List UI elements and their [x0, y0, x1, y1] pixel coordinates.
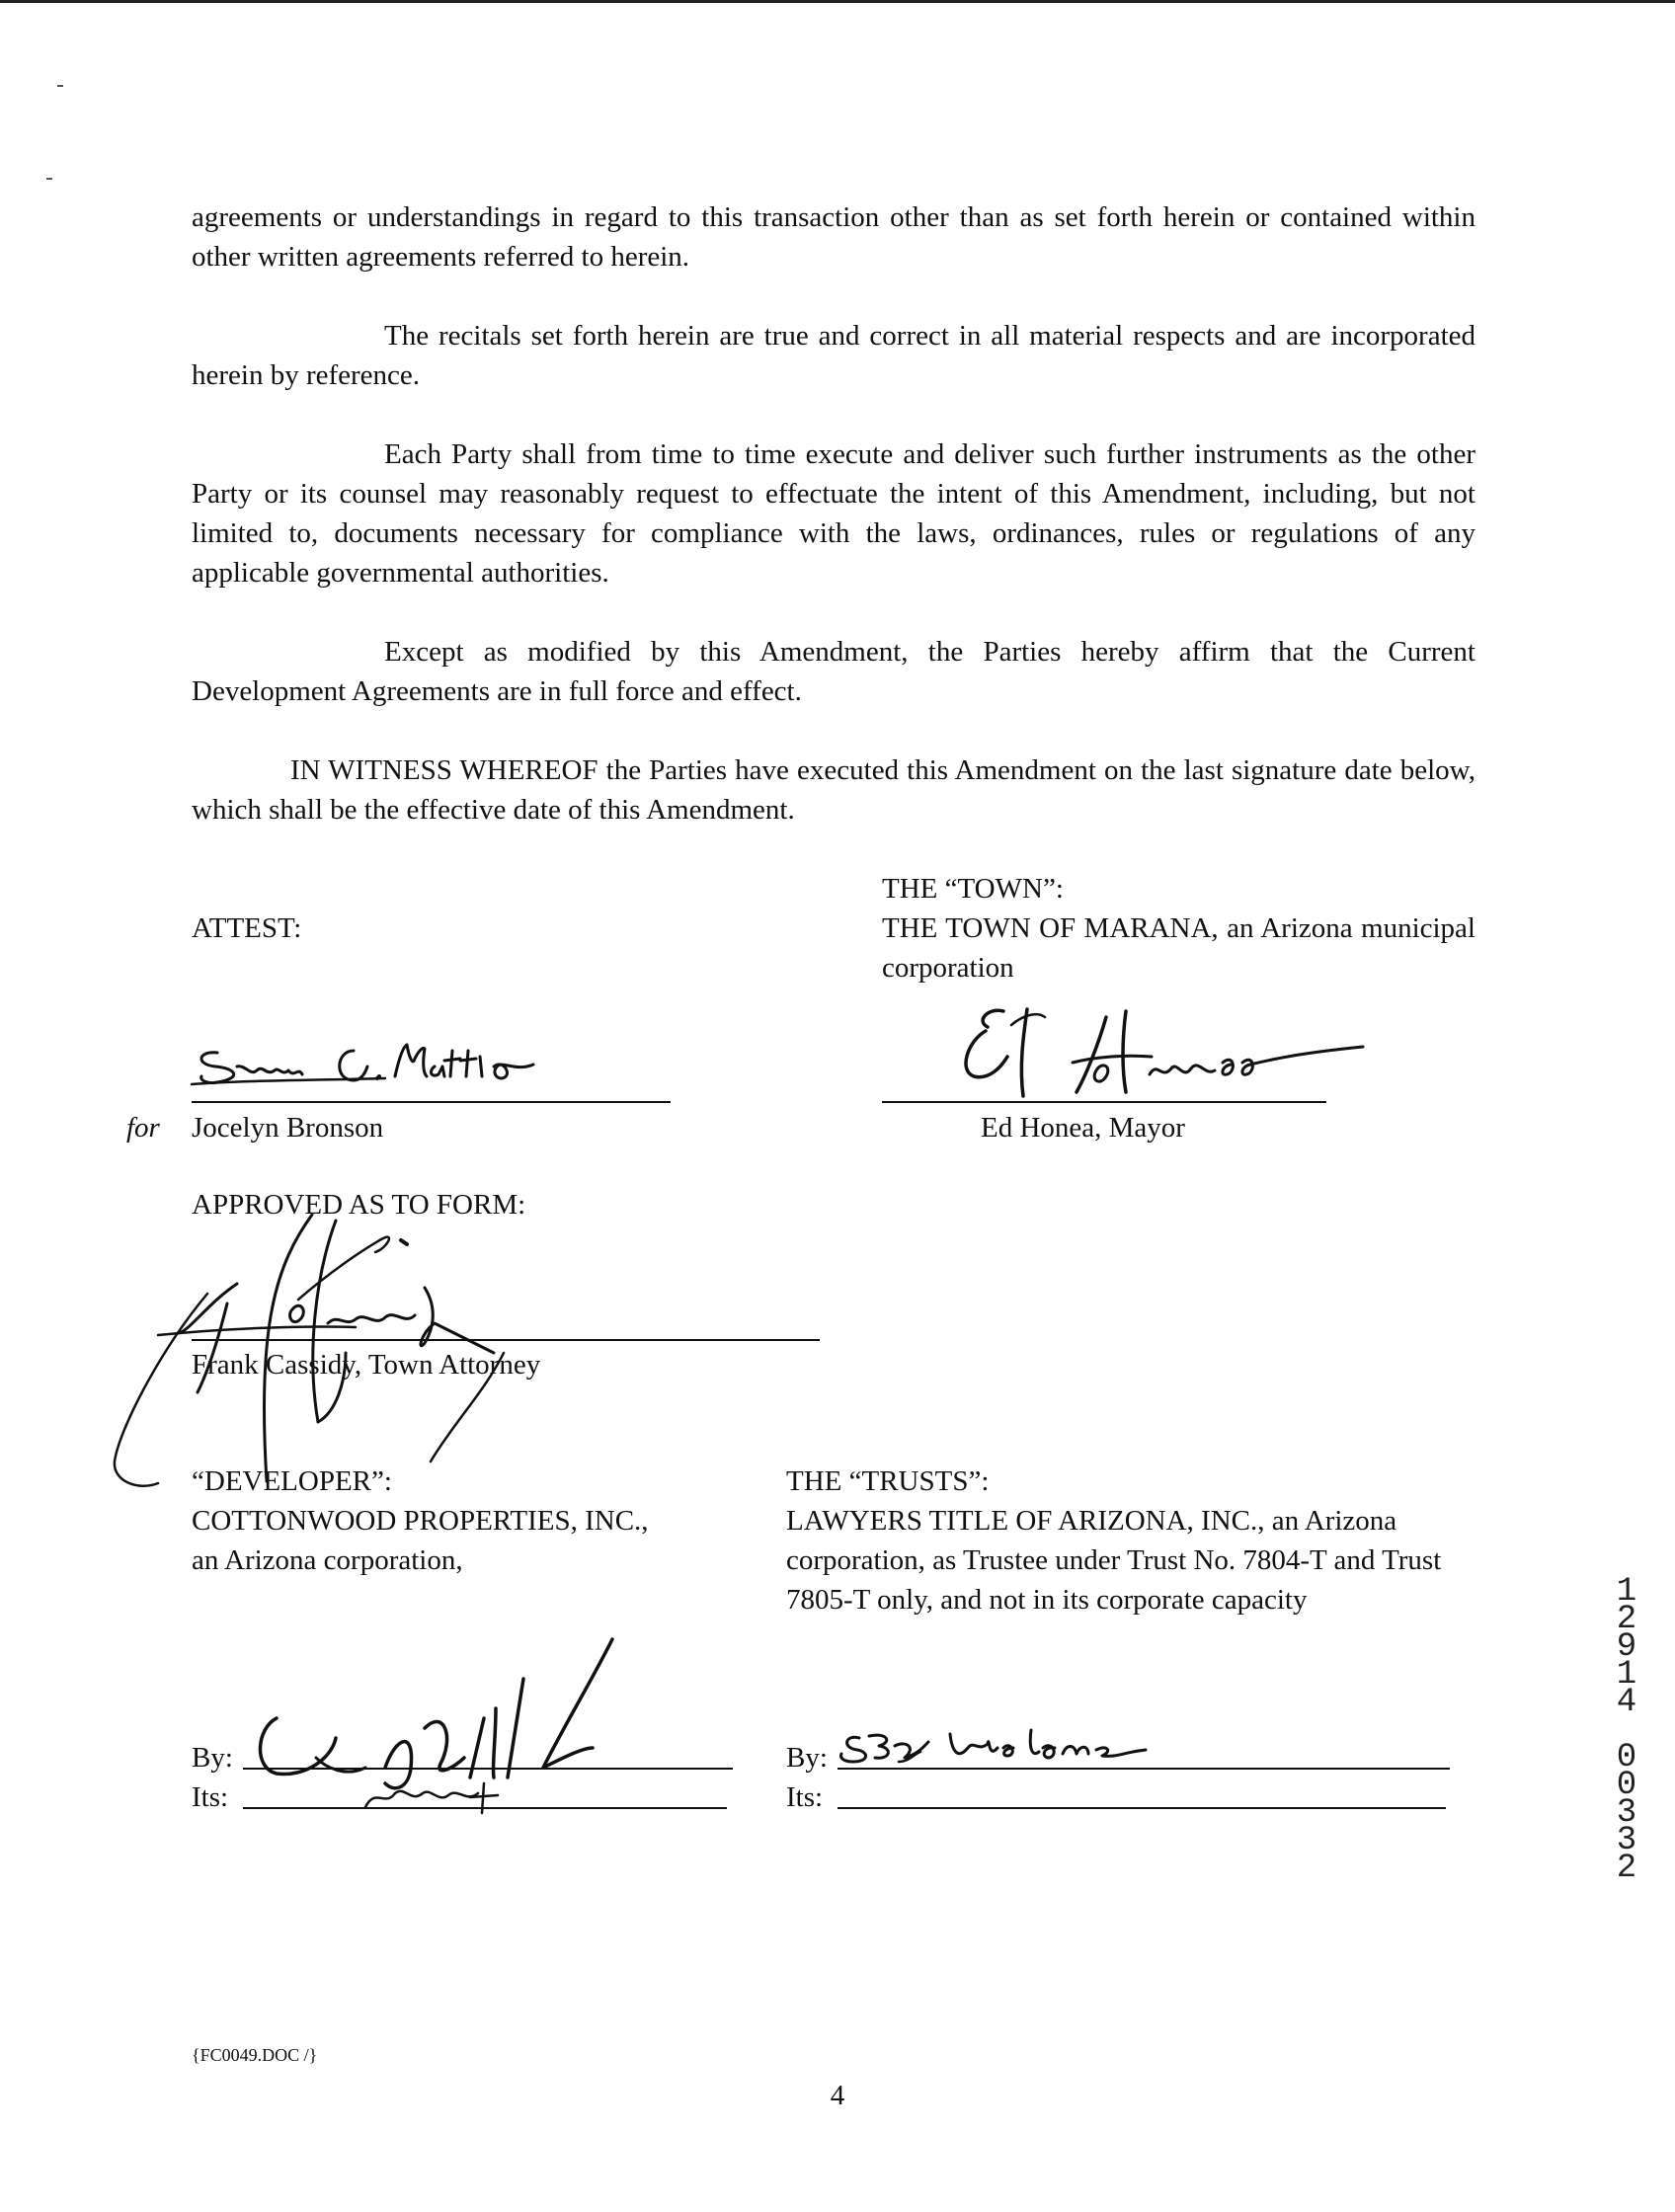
- attorney-signature-line: [192, 1339, 820, 1341]
- town-heading: THE “TOWN”:: [882, 873, 1064, 905]
- paragraph-in-witness: IN WITNESS WHEREOF the Parties have executed this Amendment on the last signature date below, which shall be the effective date of this Amendment.: [192, 754, 1476, 826]
- developer-by-label: By:: [192, 1742, 233, 1774]
- mayor-signature: [928, 997, 1383, 1106]
- mayor-signature-line: [882, 1101, 1326, 1103]
- trusts-heading: THE “TRUSTS”:: [786, 1465, 990, 1497]
- attorney-signer: Frank Cassidy, Town Attorney: [192, 1349, 541, 1381]
- trusts-its-line: [838, 1807, 1446, 1809]
- trusts-body: LAWYERS TITLE OF ARIZONA, INC., an Arizona corporation, as Trustee under Trust No. 7804-T and Trust 7805-T only, and not in its corporate capacity: [786, 1505, 1442, 1616]
- attest-signature: [188, 1037, 563, 1106]
- paragraph-recitals: The recitals set forth herein are true and correct in all material respects and are incorporated herein by reference.: [192, 320, 1476, 391]
- developer-name: COTTONWOOD PROPERTIES, INC.,: [192, 1505, 649, 1537]
- scan-speck: [57, 85, 63, 87]
- developer-heading: “DEVELOPER”:: [192, 1465, 392, 1497]
- trusts-its-label: Its:: [786, 1781, 824, 1813]
- trusts-by-label: By:: [786, 1742, 828, 1774]
- document-reference: {FC0049.DOC /}: [192, 2045, 318, 2065]
- mayor-signer: Ed Honea, Mayor: [981, 1112, 1185, 1144]
- page-number: 4: [830, 2080, 845, 2111]
- attest-label: ATTEST:: [192, 912, 302, 944]
- scan-speck: [46, 178, 52, 180]
- scan-top-edge: [0, 0, 1675, 3]
- recording-number: 1 2 9 1 4 0 0 3 3 2: [1616, 1573, 1637, 1887]
- attest-signer: Jocelyn Bronson: [192, 1112, 384, 1144]
- developer-signature: [237, 1620, 672, 1817]
- attest-for-prefix: for: [126, 1112, 160, 1144]
- paragraph-agreements: agreements or understandings in regard to this transaction other than as set forth herein or contained within other written agreements referred to herein.: [192, 201, 1476, 273]
- town-name: THE TOWN OF MARANA, an Arizona municipal corporation: [882, 912, 1476, 984]
- paragraph-except-as-modified: Except as modified by this Amendment, the Parties hereby affirm that the Current Development Agreements are in full force and effect.: [192, 636, 1476, 707]
- attest-signature-line: [192, 1101, 671, 1103]
- developer-entity-type: an Arizona corporation,: [192, 1544, 463, 1576]
- developer-its-label: Its:: [192, 1781, 229, 1813]
- paragraph-further-instruments: Each Party shall from time to time execute and deliver such further instruments as the other Party or its counsel may reasonably request to effectuate the intent of this Amendment, including, but not limited to, documents necessary for compliance with the laws, ordinances, rules or regulations of any applicable governmental authorities.: [192, 438, 1476, 589]
- trusts-signature: [830, 1718, 1225, 1778]
- approved-label: APPROVED AS TO FORM:: [192, 1189, 526, 1221]
